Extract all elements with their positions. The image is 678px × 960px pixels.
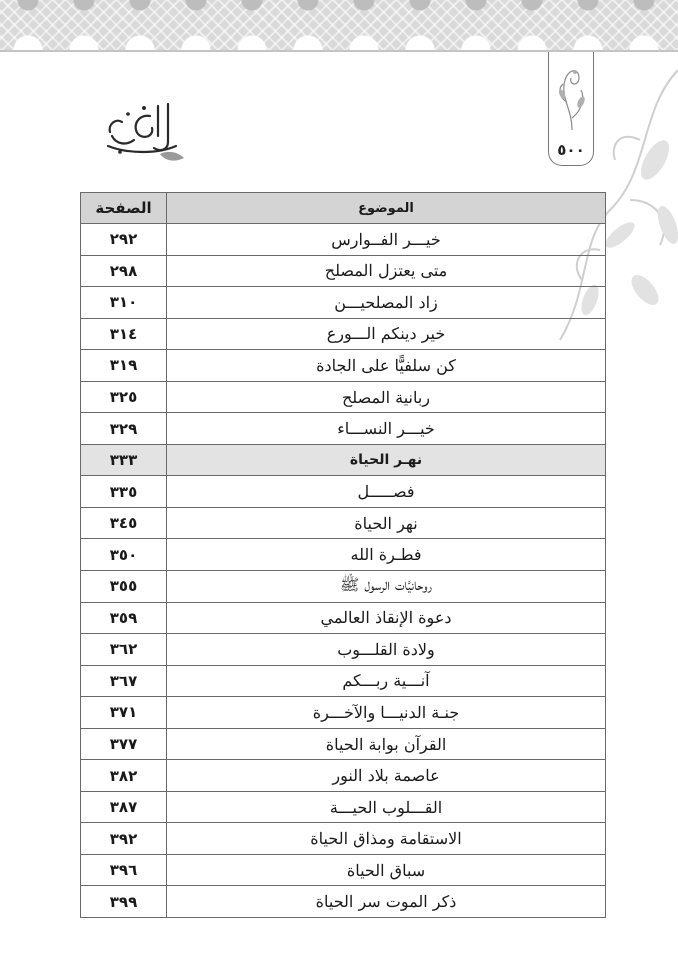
table-row: [81, 476, 606, 508]
table-row: [81, 255, 606, 287]
badge-ornament-icon: [555, 58, 589, 132]
topic-cell: الاستقامة ومذاق الحياة: [167, 823, 606, 855]
page-cell: ٣٢٩: [81, 413, 167, 445]
topic-cell: متى يعتزل المصلح: [167, 255, 606, 287]
table-row: [81, 634, 606, 666]
topic-cell: نهـر الحياة: [167, 444, 606, 476]
topic-cell: نهر الحياة: [167, 507, 606, 539]
table-row: [81, 823, 606, 855]
topic-cell: روحانيَّات الرسول ﷺ: [167, 571, 606, 603]
page-cell: ٣٨٢: [81, 760, 167, 792]
page-cell: ٣٣٥: [81, 476, 167, 508]
topic-cell: آنـــية ربـــكم: [167, 665, 606, 697]
table-row: [81, 381, 606, 413]
page-number-badge: [548, 52, 594, 166]
topic-cell: زاد المصلحيـــن: [167, 287, 606, 319]
topic-cell: خيـــر الفــوارس: [167, 224, 606, 256]
page-cell: ٣٤٥: [81, 507, 167, 539]
table-row: [81, 791, 606, 823]
page-cell: ٣٥٠: [81, 539, 167, 571]
table-row: [81, 854, 606, 886]
table-row: [81, 760, 606, 792]
page-cell: ٣٢٥: [81, 381, 167, 413]
table-row: [81, 602, 606, 634]
table-row: [81, 318, 606, 350]
page-number: ٥٠٠: [557, 141, 585, 159]
table-of-contents: [80, 192, 606, 918]
page-cell: ٣٥٩: [81, 602, 167, 634]
topic-cell: دعوة الإنقاذ العالمي: [167, 602, 606, 634]
page-cell: ٣٩٢: [81, 823, 167, 855]
table-row: [81, 287, 606, 319]
page-cell: ٢٩٨: [81, 255, 167, 287]
page-cell: ٣٦٧: [81, 665, 167, 697]
page-cell: ٣٩٩: [81, 886, 167, 918]
book-title-calligraphy-logo: [98, 96, 190, 166]
page-cell: ٣٧١: [81, 697, 167, 729]
topic-cell: سباق الحياة: [167, 854, 606, 886]
table-row: [81, 224, 606, 256]
topic-cell: القـــلوب الحيـــة: [167, 791, 606, 823]
table-row: [81, 886, 606, 918]
table-row: [81, 665, 606, 697]
table-row: [81, 728, 606, 760]
page-cell: ٣١٠: [81, 287, 167, 319]
page-cell: ٢٩٢: [81, 224, 167, 256]
topic-cell: ولادة القلـــوب: [167, 634, 606, 666]
topic-cell: فطـرة الله: [167, 539, 606, 571]
page-cell: ٣٦٢: [81, 634, 167, 666]
table-row: [81, 697, 606, 729]
page-cell: ٣٧٧: [81, 728, 167, 760]
topic-cell: خيـــر النســـاء: [167, 413, 606, 445]
table-body: [81, 224, 606, 918]
topic-cell: كن سلفيًّا على الجادة: [167, 350, 606, 382]
topic-cell: خير دينكم الـــورع: [167, 318, 606, 350]
topic-cell: جنـة الدنيـــا والآخـــرة: [167, 697, 606, 729]
page-cell: ٣١٩: [81, 350, 167, 382]
table-row: [81, 539, 606, 571]
page-cell: ٣٥٥: [81, 571, 167, 603]
topic-column-header: الموضوع: [167, 193, 606, 224]
table-row: [81, 571, 606, 603]
table-row: [81, 413, 606, 445]
topic-cell: ربانية المصلح: [167, 381, 606, 413]
section-row: [81, 444, 606, 476]
page-cell: ٣٣٣: [81, 444, 167, 476]
topic-cell: القرآن بوابة الحياة: [167, 728, 606, 760]
topic-cell: ذكر الموت سر الحياة: [167, 886, 606, 918]
topic-cell: عاصمة بلاد النور: [167, 760, 606, 792]
ornamental-header-band: [0, 0, 678, 52]
topic-cell: فصـــــل: [167, 476, 606, 508]
page-column-header: الصفحة: [81, 193, 167, 224]
table-row: [81, 507, 606, 539]
page-cell: ٣١٤: [81, 318, 167, 350]
table-header-row: [81, 193, 606, 224]
page-cell: ٣٨٧: [81, 791, 167, 823]
page-cell: ٣٩٦: [81, 854, 167, 886]
table-row: [81, 350, 606, 382]
